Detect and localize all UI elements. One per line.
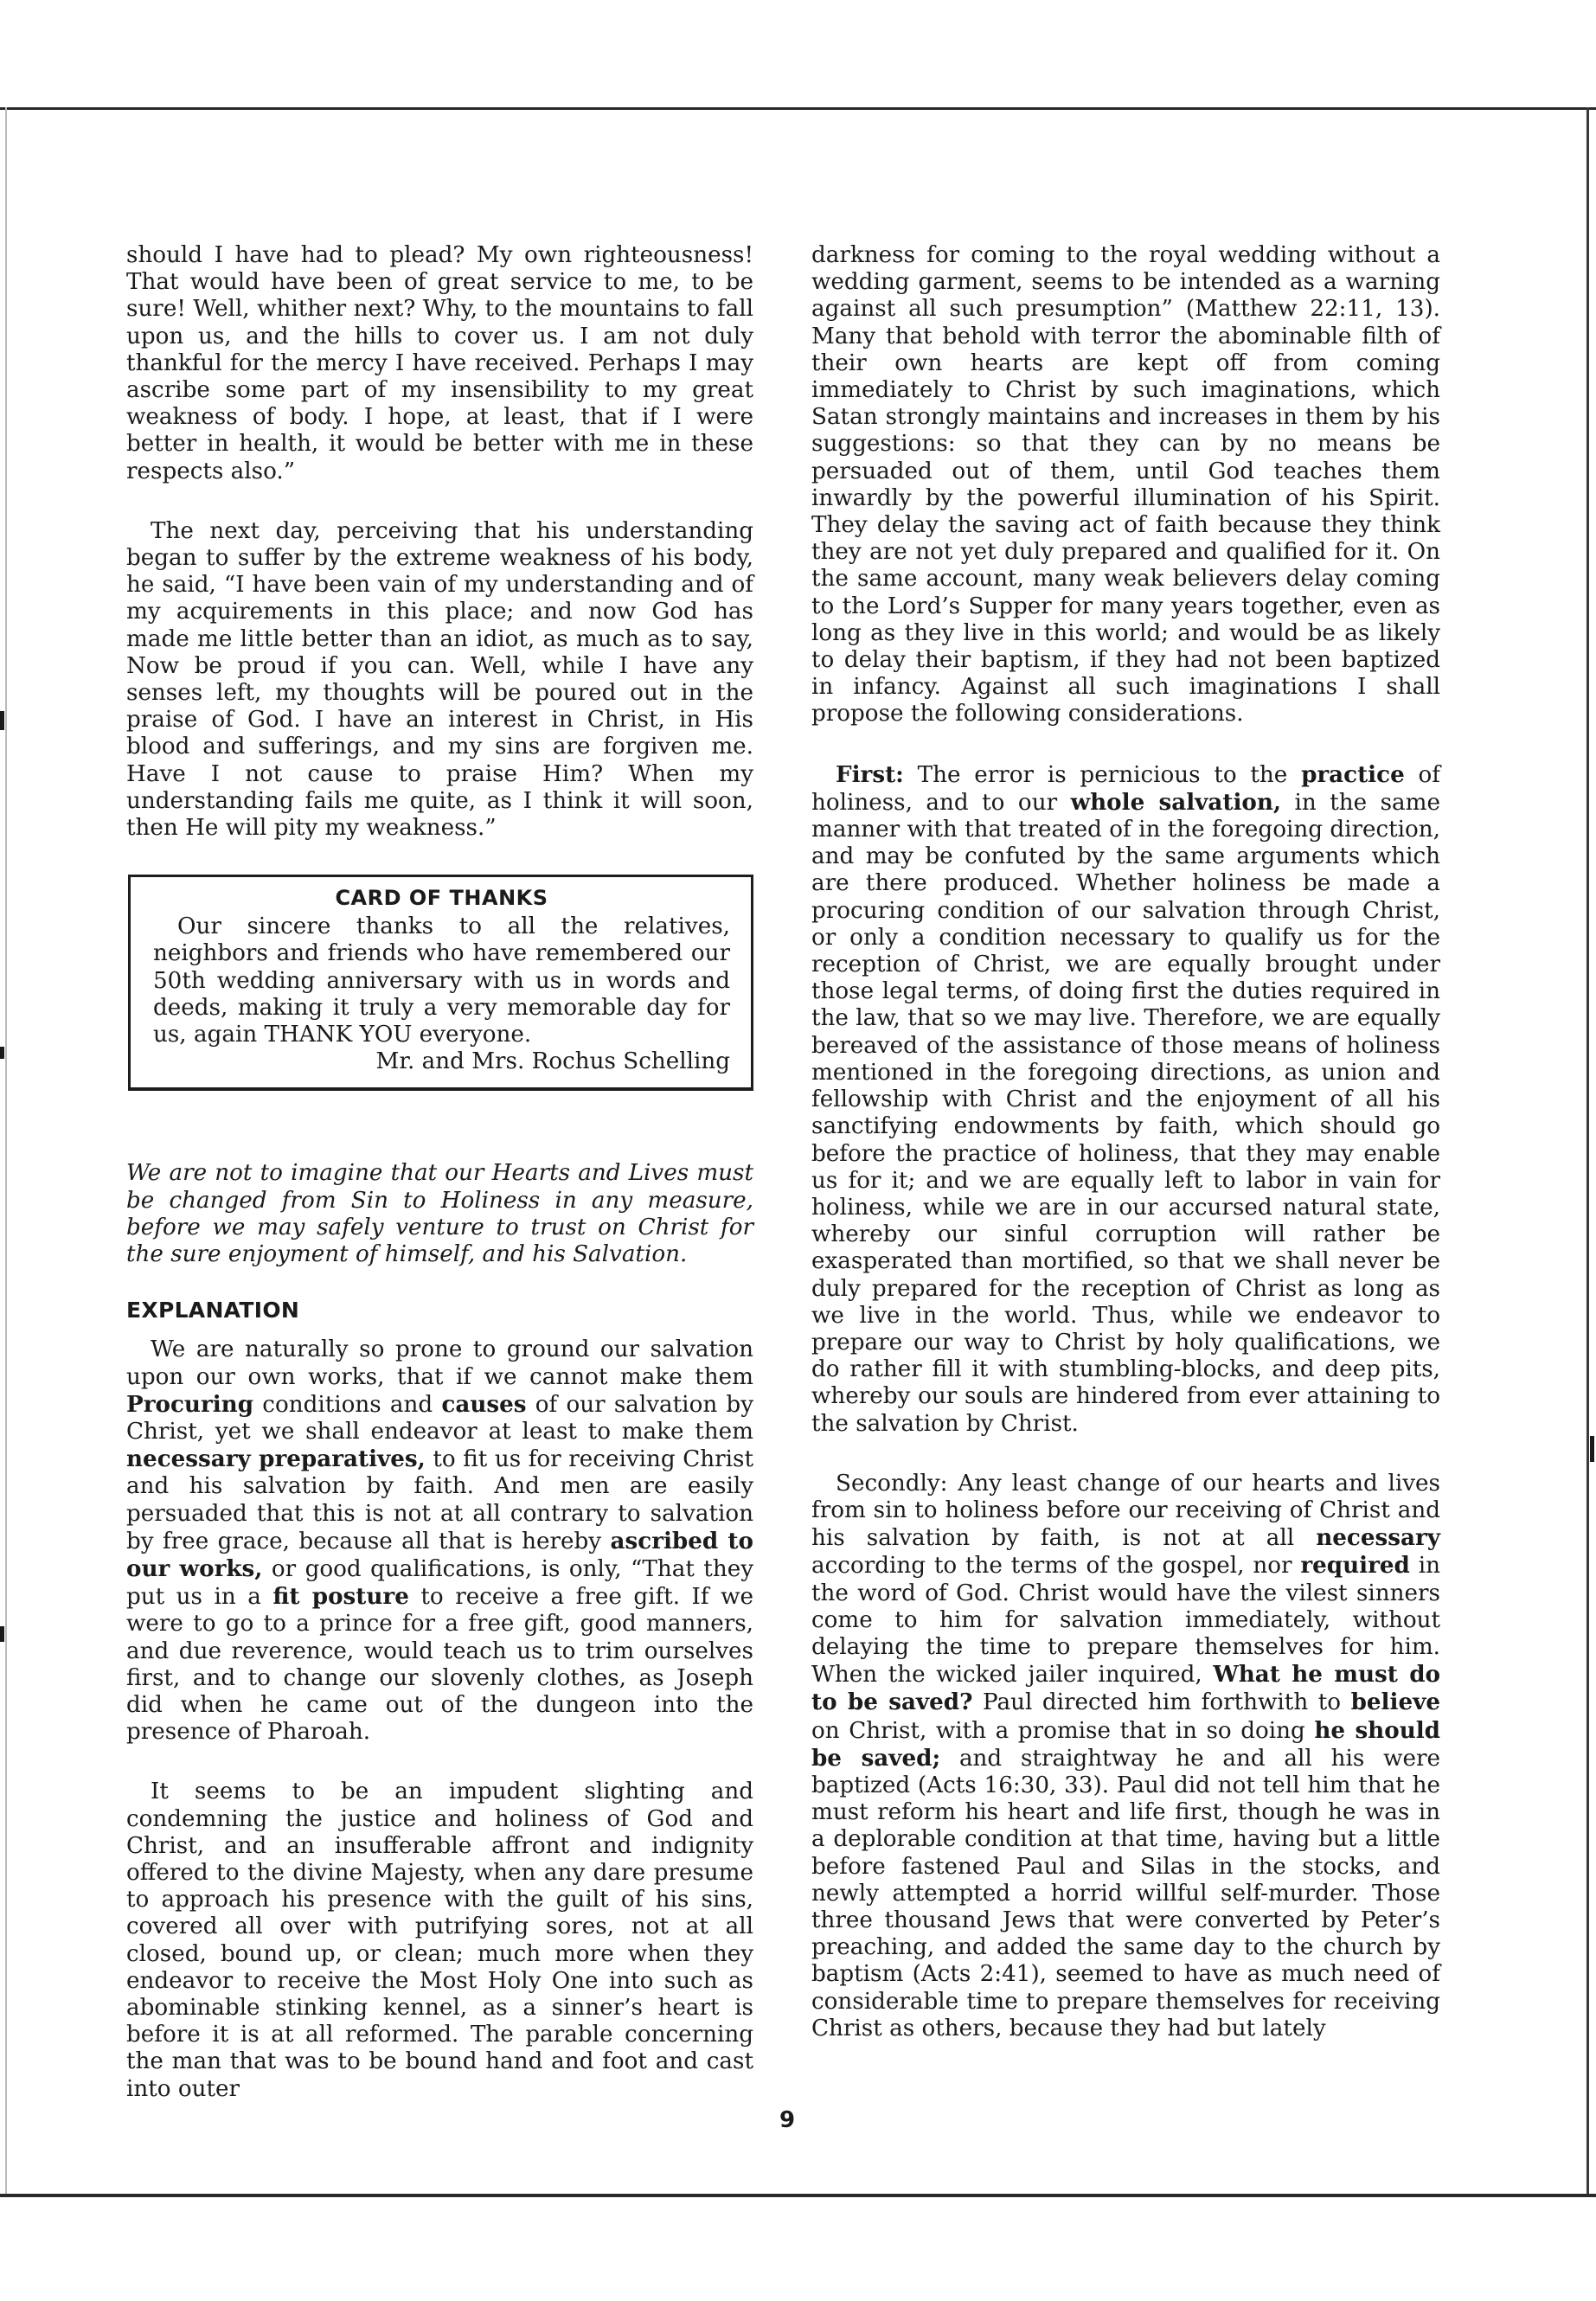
text-run: We are naturally so prone to ground our salvation upon our own works, that if we cannot make them (126, 1336, 753, 1390)
bold-phrase: What he must do to be saved? (811, 1661, 1440, 1716)
card-signature: Mr. and Mrs. Rochus Schelling (375, 1048, 730, 1075)
paragraph (126, 1336, 753, 1746)
text-run: and straightway he and all his were baptized (Acts 16:30, 33). Paul did not tell him that he must reform his heart and life first, though he was in a deplorable condition at that time, having but a little before fastened Paul and Silas in the stocks, and newly attempted a horrid willful self-murder. Those three thousand Jews that were converted by Peter’s preaching, and added the same day to the church by baptism (Acts 2:41), seemed to have as much need of considerable time to prepare themselves for receiving Christ as others, because they had but lately (811, 1745, 1440, 2041)
bold-phrase: he should be saved; (811, 1716, 1440, 1772)
binding-mark (0, 711, 4, 730)
text-run: or good qualifications, is only, “That they put us in a (126, 1555, 753, 1611)
card-body: Our sincere thanks to all the relatives, neighbors and friends who have remembered our 50th wedding anniversary with us in words and deeds, making it truly a very memorable day for us, again THANK YOU everyone. (153, 913, 730, 1048)
left-column (126, 242, 753, 2136)
text-run: in the word of God. Christ would have the vilest sinners come to him for salvation immediately, without delaying the time to prepare themselves for him. When the wicked jailer inquired, (811, 1553, 1440, 1689)
section-heading: EXPLANATION (126, 1298, 300, 1324)
binding-mark (0, 1626, 4, 1642)
text-run: on Christ, with a promise that in so doing (811, 1717, 1315, 1744)
text-run: Secondly: Any least change of our hearts and lives from sin to holiness before our receiving of Christ and his salvation by faith, is not at all (811, 1470, 1440, 1552)
bold-phrase: necessary preparatives, (126, 1445, 426, 1473)
bold-phrase: ascribed to our works, (126, 1527, 753, 1582)
bold-phrase: required (1300, 1552, 1410, 1580)
text-run: of holiness, and to our (811, 761, 1440, 816)
text-run: conditions and (253, 1391, 442, 1418)
page-edge-top (0, 107, 1596, 110)
page-edge-bottom (0, 2194, 1596, 2197)
bold-phrase: causes (441, 1390, 527, 1418)
right-column (811, 242, 1440, 2075)
paragraph: darkness for coming to the royal wedding without a wedding garment, seems to be intended as a warning against all such presumption” (Matthew 22:11, 13). Many that behold with terror the abominable filth of their own hearts are kept off from coming immediately to Christ by such imaginations, which Satan strongly maintains and increases in them by his suggestions: so that they can by no means be persuaded out of them, until God teaches them inwardly by the powerful illumination of his Spirit. They delay the saving act of faith because they think they are not yet duly prepared and qualified for it. On the same account, many weak believers delay coming to the Lord’s Supper for many years together, even as long as they live in this world; and would be as likely to delay their baptism, if they had not been baptized in infancy. Against all such imaginations I shall propose the following considerations. (811, 242, 1440, 727)
bold-phrase: believe (1350, 1689, 1440, 1716)
text-run: Paul directed him forthwith to (972, 1689, 1351, 1716)
binding-mark (1590, 1436, 1594, 1462)
page-number: 9 (779, 2107, 796, 2133)
card-title: CARD OF THANKS (335, 886, 548, 911)
bold-phrase: First: (836, 760, 904, 788)
text-run: to fit us for receiving Christ and his salvation by faith. And men are easily persuaded that this is not at all contrary to salvation by free grace, because all that is hereby (126, 1446, 753, 1554)
text-run: The error is pernicious to the (903, 761, 1302, 788)
paragraph: should I have had to plead? My own righteousness! That would have been of great service to me, to be sure! Well, whither next? Why, to the mountains to fall upon us, and the hills to cover us. I am not duly thankful for the mercy I have received. Perhaps I may ascribe some part of my insensibility to my great weakness of body. I hope, at least, that if I were better in health, it would be better with me in these respects also.” (126, 242, 753, 484)
card-of-thanks (128, 875, 753, 1091)
italic-quote: We are not to imagine that our Hearts and Lives must be changed from Sin to Holiness in any measure, before we may safely venture to trust on Christ for the sure enjoyment of himself, and his Salvation. (126, 1160, 753, 1268)
paragraph (811, 761, 1440, 1438)
bold-phrase: necessary (1316, 1524, 1440, 1552)
page-edge-left (5, 107, 7, 2195)
page-edge-right (1586, 107, 1589, 2195)
bold-phrase: practice (1301, 760, 1405, 788)
text-run: in the same manner with that treated of in the foregoing direction, and may be confuted by the same arguments which are there produced. Whether holiness be made a procuring condition of our salvation through Christ, or only a condition necessary to qualify us for the reception of Christ, we are equally brought under those legal terms, of doing first the duties required in the law, that so we may live. Therefore, we are equally bereaved of the assistance of those means of holiness mentioned in the foregoing directions, as union and fellowship with Christ and the enjoyment of all his sanctifying endowments by faith, which should go before the practice of holiness, that they may enable us for it; and we are equally left to labor in vain for holiness, while we are in our accursed natural state, whereby our sinful corruption will rather be exasperated than mortified, so that we shall never be duly prepared for the reception of Christ as long as we live in the world. Thus, while we endeavor to prepare our way to Christ by holy qualifications, we do rather fill it with stumbling-blocks, and deep pits, whereby our souls are hindered from ever attaining to the salvation by Christ. (811, 789, 1440, 1437)
binding-mark (0, 1047, 4, 1059)
paragraph: The next day, perceiving that his understanding began to suffer by the extreme weakness of his body, he said, “I have been vain of my understanding and of my acquirements in this place; and now God has made me little better than an idiot, as much as to say, Now be proud if you can. Well, while I have any senses left, my thoughts will be poured out in the praise of God. I have an interest in Christ, in His blood and sufferings, and my sins are forgiven me. Have I not cause to praise Him? When my understanding fails me quite, as I think it will soon, then He will pity my weakness.” (126, 517, 753, 842)
text-run: of our salvation by Christ, yet we shall endeavor at least to make them (126, 1391, 753, 1445)
bold-phrase: Procuring (126, 1390, 254, 1418)
bold-phrase: whole salvation, (1070, 788, 1282, 816)
text-run: according to the terms of the gospel, nor (811, 1553, 1301, 1580)
text-run: to receive a free gift. If we were to go to a prince for a free gift, good manners, and due reverence, would teach us to trim ourselves first, and to change our slovenly clothes, as Joseph did when he came out of the dungeon into the presence of Pharoah. (126, 1584, 754, 1746)
paragraph: It seems to be an impudent slighting and condemning the justice and holiness of God and Christ, and an insufferable affront and indignity offered to the divine Majesty, when any dare presume to approach his presence with the guilt of his sins, covered all over with putrifying sores, not at all closed, bound up, or clean; much more when they endeavor to receive the Most Holy One into such as abominable stinking kennel, as a sinner’s heart is before it is at all reformed. The parable concerning the man that was to be bound hand and foot and cast into outer (126, 1779, 753, 2102)
paragraph (811, 1471, 1440, 2042)
bold-phrase: fit posture (272, 1583, 409, 1611)
